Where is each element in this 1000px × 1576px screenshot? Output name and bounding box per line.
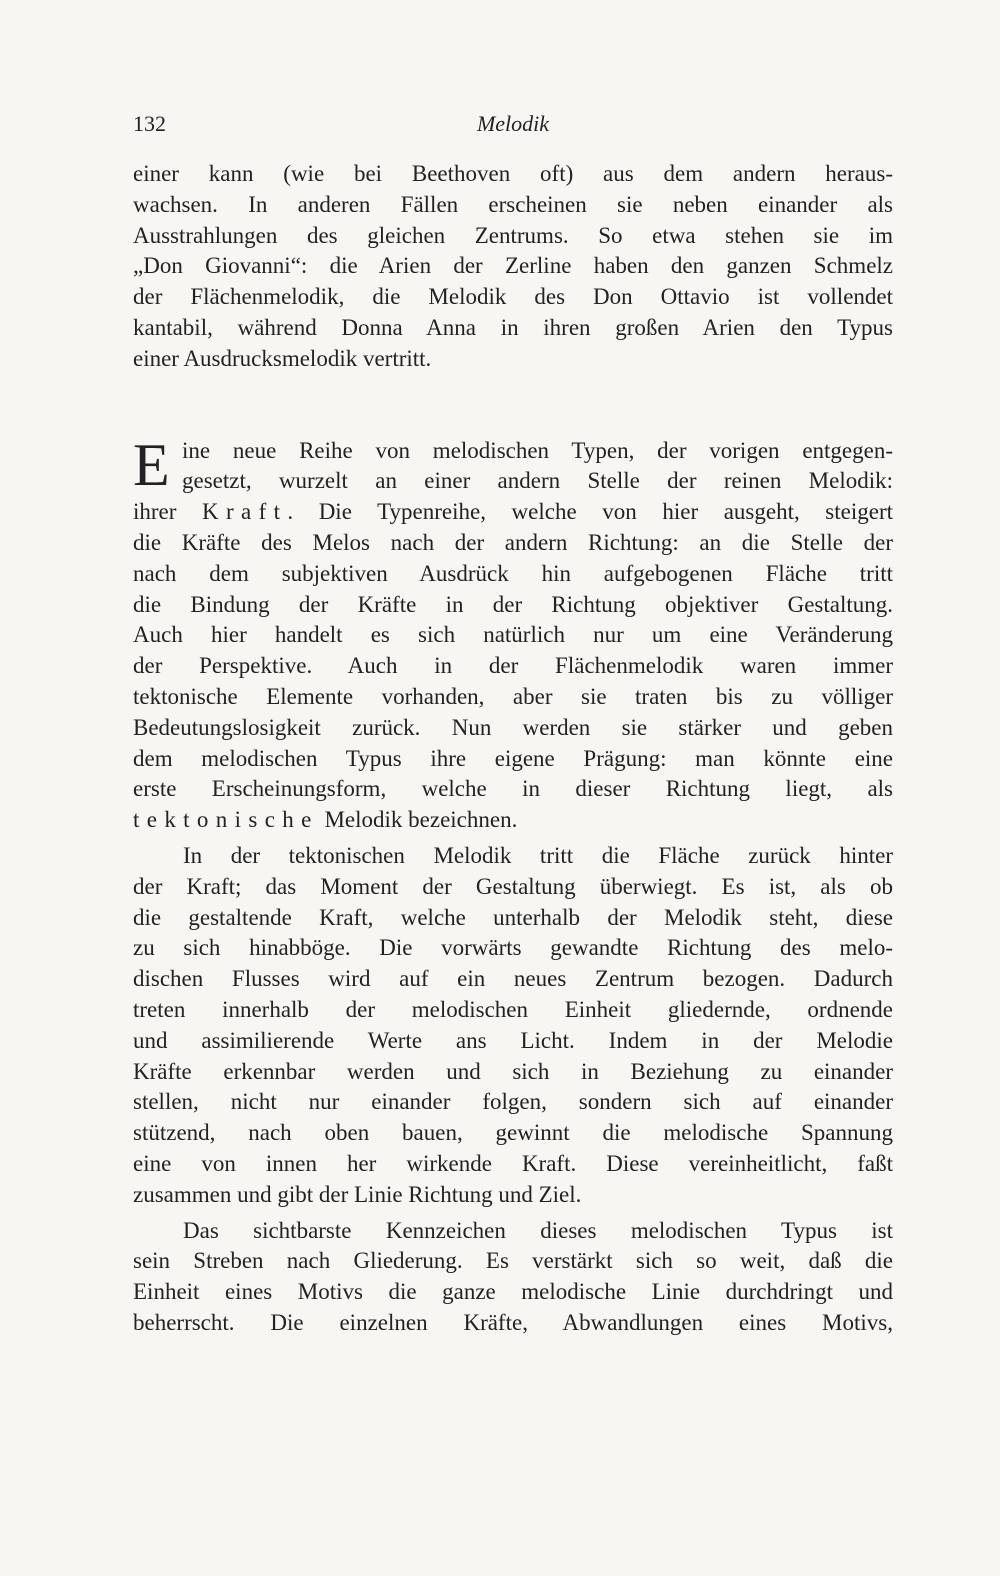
text-line: Einheit eines Motivs die ganze melodische Linie durchdringt und	[133, 1279, 893, 1305]
text-line: Kräfte erkennbar werden und sich in Beziehung zu einander	[133, 1058, 893, 1084]
text-line: erste Erscheinungsform, welche in dieser Richtung liegt, als	[133, 776, 893, 802]
text-line: Bedeutungslosigkeit zurück. Nun werden sie stärker und geben	[133, 714, 893, 740]
paragraph-2	[133, 431, 893, 836]
section-gap	[133, 375, 893, 436]
paragraph-3	[133, 841, 893, 1211]
drop-cap: E	[133, 431, 170, 498]
text-line: wachsen. In anderen Fällen erscheinen sie neben einander als	[133, 191, 893, 217]
text-line: eine von innen her wirkende Kraft. Diese vereinheitlicht, faßt	[133, 1150, 893, 1176]
text-line: Ausstrahlungen des gleichen Zentrums. So etwa stehen sie im	[133, 222, 893, 248]
body-text	[133, 159, 893, 1339]
paragraph-1	[133, 159, 893, 375]
text-line: dem melodischen Typus ihre eigene Prägung: man könnte eine	[133, 745, 893, 771]
text-line: treten innerhalb der melodischen Einheit gliedernde, ordnende	[133, 996, 893, 1022]
running-title: Melodik	[476, 111, 550, 136]
text-line: zusammen und gibt der Linie Richtung und Ziel.	[133, 1181, 582, 1207]
text-line: der Perspektive. Auch in der Flächenmelodik waren immer	[133, 653, 893, 679]
text-line: und assimilierende Werte ans Licht. Indem in der Melodie	[133, 1027, 893, 1053]
text-line: nach dem subjektiven Ausdrück hin aufgebogenen Fläche tritt	[133, 560, 893, 586]
text-line: einer Ausdrucksmelodik vertritt.	[133, 345, 432, 371]
text-line: ine neue Reihe von melodischen Typen, der vorigen entgegen-	[182, 437, 893, 463]
page-header	[133, 111, 893, 141]
text-line: Auch hier handelt es sich natürlich nur um eine Veränderung	[133, 622, 893, 648]
text-line: tektonische Elemente vorhanden, aber sie traten bis zu völliger	[133, 683, 893, 709]
text-line	[133, 497, 893, 528]
text-line	[133, 805, 893, 836]
text-line: stellen, nicht nur einander folgen, sondern sich auf einander	[133, 1089, 893, 1115]
emphasized-word: tektonische	[133, 807, 319, 833]
paragraph-4	[133, 1216, 893, 1339]
emphasized-word: Kraft	[202, 499, 288, 525]
text-line: Das sichtbarste Kennzeichen dieses melodischen Typus ist	[183, 1217, 893, 1243]
text-line: die gestaltende Kraft, welche unterhalb der Melodik steht, diese	[133, 904, 893, 930]
text-line: zu sich hinabböge. Die vorwärts gewandte Richtung des melo-	[133, 935, 893, 961]
text-line: beherrscht. Die einzelnen Kräfte, Abwandlungen eines Motivs,	[133, 1309, 893, 1335]
text-line: die Bindung der Kräfte in der Richtung objektiver Gestaltung.	[133, 591, 893, 617]
text-line: dischen Flusses wird auf ein neues Zentrum bezogen. Dadurch	[133, 966, 893, 992]
text-line: einer kann (wie bei Beethoven oft) aus dem andern heraus-	[133, 161, 893, 186]
text-line: die Kräfte des Melos nach der andern Richtung: an die Stelle der	[133, 529, 893, 555]
text-line: stützend, nach oben bauen, gewinnt die melodische Spannung	[133, 1120, 893, 1146]
text-line: der Flächenmelodik, die Melodik des Don Ottavio ist vollendet	[133, 284, 893, 310]
text-line: In der tektonischen Melodik tritt die Fläche zurück hinter	[183, 842, 893, 868]
text-fragment: ihrer	[133, 499, 203, 525]
text-line: kantabil, während Donna Anna in ihren großen Arien den Typus	[133, 314, 893, 340]
text-fragment: Melodik bezeichnen.	[318, 807, 518, 833]
page-number: 132	[133, 111, 166, 136]
text-line: gesetzt, wurzelt an einer andern Stelle der reinen Melodik:	[182, 468, 893, 494]
text-line: „Don Giovanni“: die Arien der Zerline haben den ganzen Schmelz	[133, 253, 893, 279]
text-line: sein Streben nach Gliederung. Es verstärkt sich so weit, daß die	[133, 1248, 893, 1274]
text-fragment: . Die Typenreihe, welche von hier ausgeht, steigert	[287, 499, 893, 525]
text-line: der Kraft; das Moment der Gestaltung überwiegt. Es ist, als ob	[133, 873, 893, 899]
